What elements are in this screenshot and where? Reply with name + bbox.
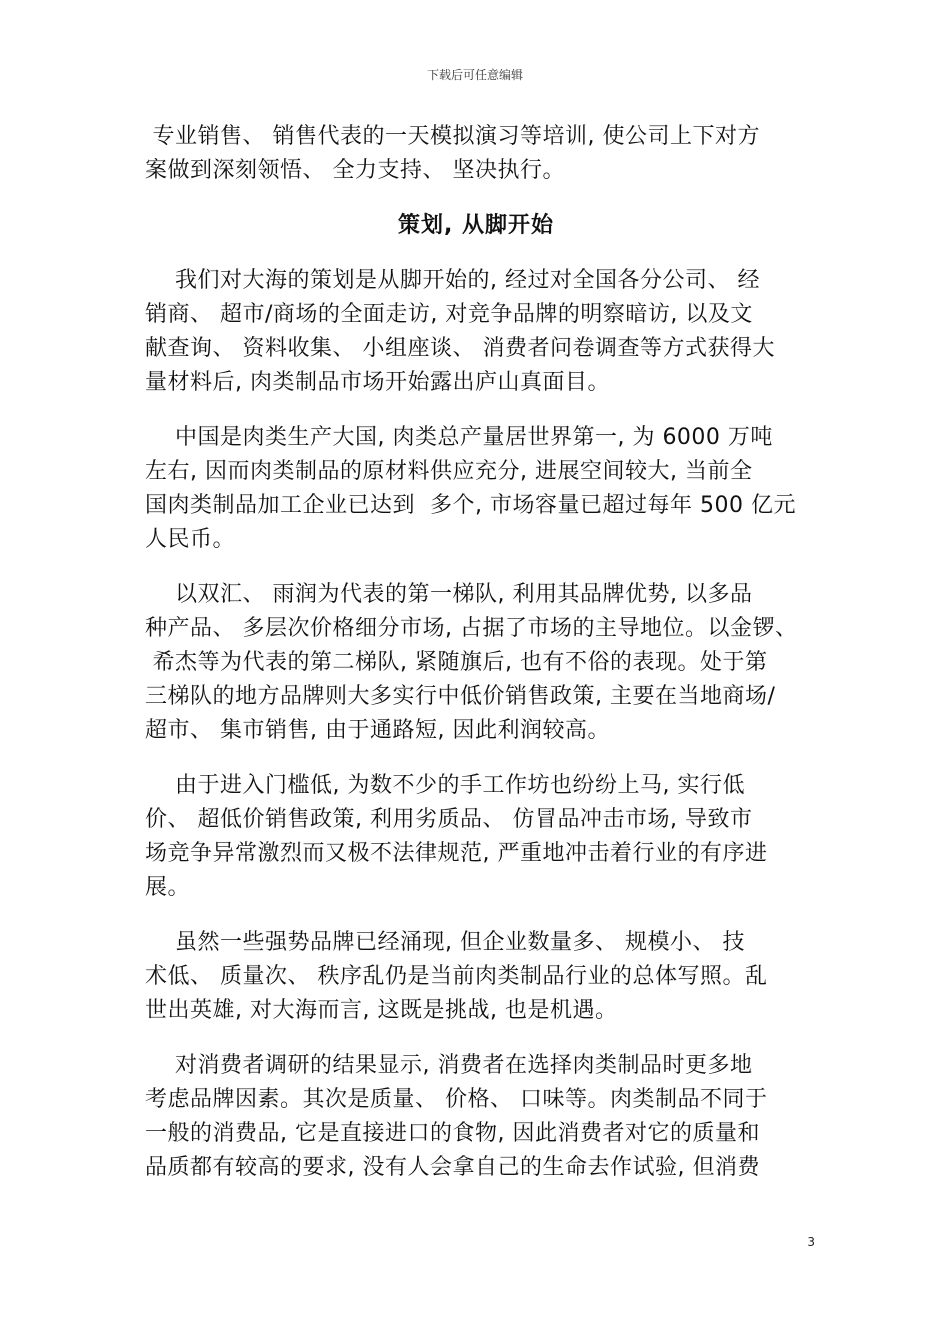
text-line: 左右, 因而肉类制品的原材料供应充分, 进展空间较大, 当前全 — [145, 459, 753, 484]
text-line: 场竞争异常激烈而又极不法律规范, 严重地冲击着行业的有序进 — [145, 841, 768, 866]
text-line: 种产品、 多层次价格细分市场, 占据了市场的主导地位。以金锣、 — [145, 616, 798, 641]
paragraph-4 — [145, 769, 807, 905]
text-line: 三梯队的地方品牌则大多实行中低价销售政策, 主要在当地商场/ — [145, 684, 776, 709]
text-line: 世出英雄, 对大海而言, 这既是挑战, 也是机遇。 — [145, 998, 618, 1023]
text-line: 献查询、 资料收集、 小组座谈、 消费者问卷调查等方式获得大 — [145, 336, 775, 361]
section-heading: 策划, 从脚开始 — [397, 213, 555, 238]
text-line: 以双汇、 雨润为代表的第一梯队, 利用其品牌优势, 以多品 — [145, 582, 753, 607]
text-line: 案做到深刻领悟、 全力支持、 坚决执行。 — [145, 158, 565, 183]
text-line: 专业销售、 销售代表的一天模拟演习等培训, 使公司上下对方 — [145, 124, 760, 149]
paragraph-6 — [145, 1049, 807, 1185]
text-line: 国肉类制品加工企业已达到 多个, 市场容量已超过每年 500 亿元 — [145, 493, 796, 518]
text-line: 我们对大海的策划是从脚开始的, 经过对全国各分公司、 经 — [145, 268, 760, 293]
text-line: 价、 超低价销售政策, 利用劣质品、 仿冒品冲击市场, 导致市 — [145, 807, 753, 832]
text-line: 希杰等为代表的第二梯队, 紧随旗后, 也有不俗的表现。处于第 — [145, 650, 768, 675]
page-number: 3 — [807, 1235, 815, 1249]
text-line: 术低、 质量次、 秩序乱仍是当前肉类制品行业的总体写照。乱 — [145, 964, 768, 989]
text-line: 由于进入门槛低, 为数不少的手工作坊也纷纷上马, 实行低 — [145, 773, 745, 798]
text-line: 一般的消费品, 它是直接进口的食物, 因此消费者对它的质量和 — [145, 1121, 760, 1146]
paragraph-5 — [145, 926, 807, 1028]
text-line: 超市、 集市销售, 由于通路短, 因此利润较高。 — [145, 718, 610, 743]
text-line: 虽然一些强势品牌已经涌现, 但企业数量多、 规模小、 技 — [145, 930, 745, 955]
document-body — [145, 120, 807, 1206]
text-line: 人民币。 — [145, 527, 236, 552]
header-note: 下载后可任意编辑 — [426, 68, 523, 82]
intro-paragraph — [145, 120, 807, 188]
text-line: 考虑品牌因素。其次是质量、 价格、 口味等。肉类制品不同于 — [145, 1087, 768, 1112]
text-line: 展。 — [145, 875, 191, 900]
paragraph-2 — [145, 421, 807, 557]
text-line: 中国是肉类生产大国, 肉类总产量居世界第一, 为 6000 万吨 — [145, 425, 773, 450]
paragraph-1 — [145, 264, 807, 400]
text-line: 量材料后, 肉类制品市场开始露出庐山真面目。 — [145, 370, 610, 395]
text-line: 销商、 超市/商场的全面走访, 对竞争品牌的明察暗访, 以及文 — [145, 302, 753, 327]
text-line: 品质都有较高的要求, 没有人会拿自己的生命去作试验, 但消费 — [145, 1155, 760, 1180]
paragraph-3 — [145, 578, 807, 748]
text-line: 对消费者调研的结果显示, 消费者在选择肉类制品时更多地 — [145, 1053, 753, 1078]
